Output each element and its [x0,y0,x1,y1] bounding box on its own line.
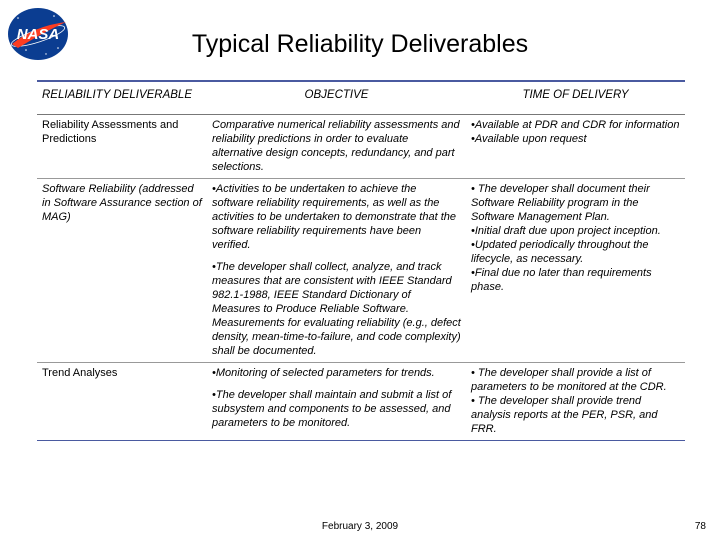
deliverable-cell: Software Reliability (addressed in Software Assurance section of MAG) [37,179,207,363]
delivery-cell [466,179,685,363]
delivery-text: • The developer shall provide trend analysis reports at the PER, PSR, and FRR. [471,395,658,435]
table-header-row [37,82,685,115]
delivery-text: •Initial draft due upon project inception. [471,225,661,237]
objective-cell [207,115,466,179]
table-row [37,115,685,179]
delivery-text: •Available at PDR and CDR for information [471,119,680,131]
delivery-text: •Final due no later than requirements phase. [471,267,652,293]
deliverable-cell: Trend Analyses [37,363,207,441]
delivery-cell [466,363,685,441]
objective-text: Comparative numerical reliability assessments and reliability predictions in order to evaluate alternative design concepts, redundancy, and part selections. [212,119,460,173]
delivery-text: •Updated periodically throughout the lifecycle, as necessary. [471,239,649,265]
footer-date: February 3, 2009 [321,521,399,532]
logo-text: NASA [16,26,60,43]
table-row [37,179,685,363]
delivery-text: • The developer shall provide a list of parameters to be monitored at the CDR. [471,367,667,393]
objective-cell [207,363,466,441]
header-deliverable: RELIABILITY DELIVERABLE [37,82,207,115]
objective-text: •The developer shall maintain and submit a list of subsystem and components to be assessed, and parameters to be monitored. [212,389,452,429]
objective-cell [207,179,466,363]
objective-text: •Activities to be undertaken to achieve the software reliability requirements, as well as the activities to be undertaken to demonstrate that the software reliability requirements have been verified. [212,183,456,251]
delivery-text: •Available upon request [471,133,587,145]
slide-title: Typical Reliability Deliverables [191,30,529,58]
table-row [37,363,685,441]
delivery-cell [466,115,685,179]
header-time-of-delivery: TIME OF DELIVERY [466,82,685,115]
header-objective: OBJECTIVE [207,82,466,115]
deliverable-cell: Reliability Assessments and Predictions [37,115,207,179]
delivery-text: • The developer shall document their Software Reliability program in the Software Management Plan. [471,183,650,223]
page-number: 78 [694,521,706,532]
objective-text: •Monitoring of selected parameters for trends. [212,367,435,379]
deliverables-table [37,82,685,441]
objective-text: •The developer shall collect, analyze, and track measures that are consistent with IEEE Standard 982.1-1988, IEEE Standard Dictionary of Measures to Produce Reliable Software. Measurements for evaluating reliability (e.g., defect density, mean-time-to-failure, and code complexity) shall be documented. [212,261,461,357]
